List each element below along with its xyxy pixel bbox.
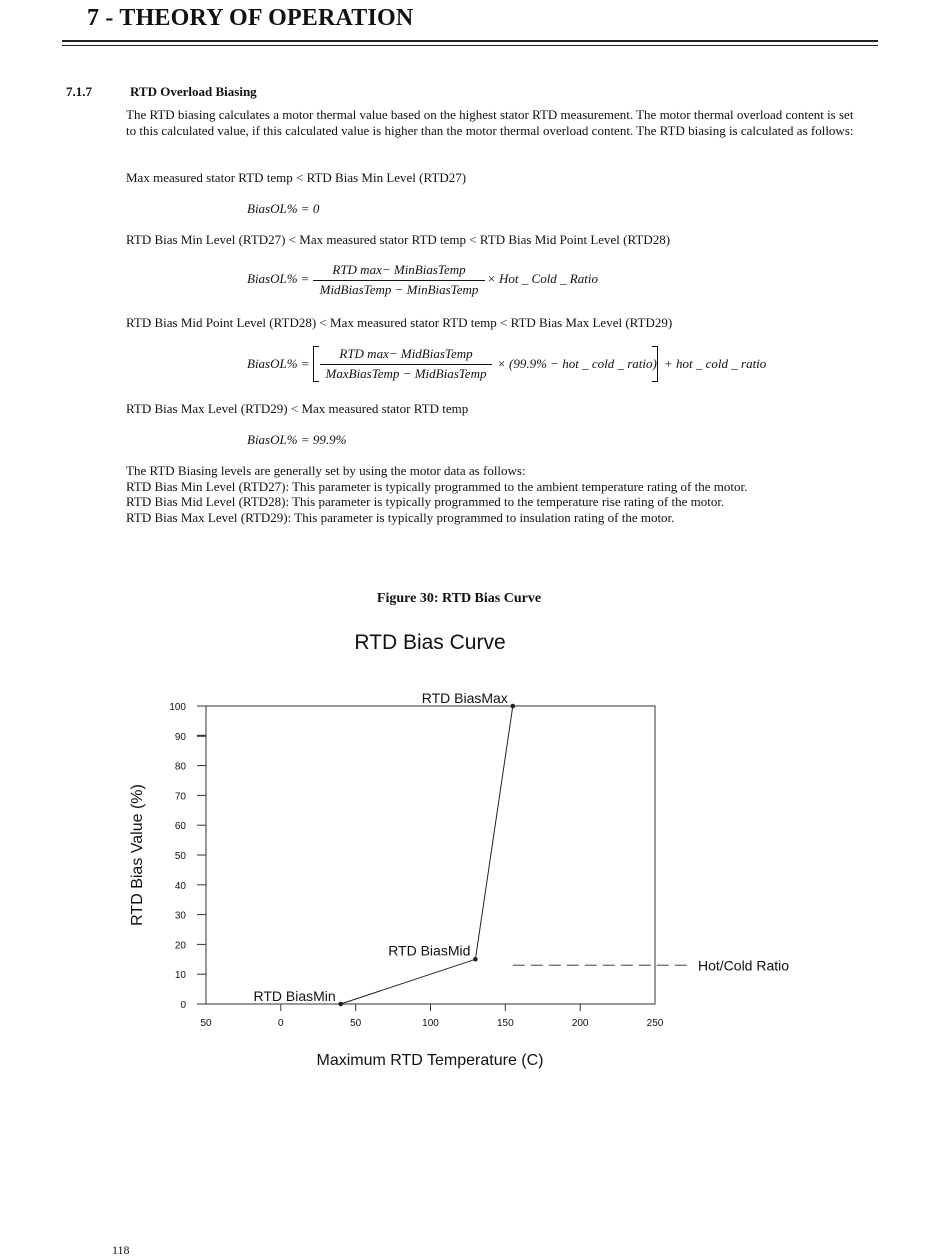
equation-3-middle: × (99.9% − hot _ cold _ ratio) bbox=[497, 356, 657, 371]
right-bracket bbox=[652, 346, 658, 382]
y-tick-label: 50 bbox=[174, 851, 186, 862]
y-axis-label: RTD Bias Value (%) bbox=[129, 784, 146, 926]
equation-2-numerator: RTD max− MinBiasTemp bbox=[313, 262, 485, 281]
y-tick-label: 10 bbox=[174, 970, 186, 982]
x-tick-label: 150 bbox=[496, 1018, 514, 1029]
point-label: RTD BiasMid bbox=[388, 942, 471, 959]
equation-2-lhs: BiasOL% = bbox=[247, 271, 310, 286]
y-tick-label: 0 bbox=[180, 1000, 186, 1011]
x-tick-label: 50 bbox=[200, 1018, 212, 1029]
note-line: The RTD Biasing levels are generally set by using the motor data as follows: bbox=[126, 463, 526, 478]
data-point bbox=[473, 957, 478, 962]
intro-paragraph: The RTD biasing calculates a motor thermal value based on the highest stator RTD measurement. The motor thermal overload content is set to this calculated value, if this calculated value is higher than the motor thermal overload content. The RTD biasing is calculated as follows: bbox=[126, 107, 854, 138]
section-title: RTD Overload Biasing bbox=[130, 84, 257, 99]
equation-3-numerator: RTD max− MidBiasTemp bbox=[320, 346, 492, 365]
note-line: RTD Bias Mid Level (RTD28): This parameter is typically programmed to the temperature rise rating of the motor. bbox=[126, 494, 725, 509]
data-point bbox=[338, 1002, 343, 1007]
rtd-bias-chart bbox=[0, 620, 950, 1090]
x-tick-label: 100 bbox=[422, 1018, 439, 1029]
y-tick-label: 30 bbox=[174, 910, 186, 922]
page-number: 118 bbox=[112, 1243, 130, 1257]
chart-title: RTD Bias Curve bbox=[354, 631, 506, 654]
condition-2: RTD Bias Min Level (RTD27) < Max measured stator RTD temp < RTD Bias Mid Point Level (RTD28) bbox=[126, 232, 671, 247]
equation-2-rhs: × Hot _ Cold _ Ratio bbox=[487, 271, 598, 286]
equation-4: BiasOL% = 99.9% bbox=[247, 432, 347, 447]
y-tick-label: 60 bbox=[174, 821, 186, 833]
point-label: RTD BiasMax bbox=[421, 690, 508, 706]
condition-1: Max measured stator RTD temp < RTD Bias Min Level (RTD27) bbox=[126, 170, 467, 185]
y-tick-label: 20 bbox=[174, 940, 186, 952]
bias-curve-line bbox=[341, 706, 513, 1004]
equation-2-denominator: MidBiasTemp − MinBiasTemp bbox=[319, 282, 479, 297]
equation-3-rhs: + hot _ cold _ ratio bbox=[664, 356, 767, 371]
equation-1: BiasOL% = 0 bbox=[247, 201, 320, 216]
x-axis-label: Maximum RTD Temperature (C) bbox=[316, 1052, 544, 1069]
note-line: RTD Bias Min Level (RTD27): This parameter is typically programmed to the ambient temperature rating of the motor. bbox=[126, 478, 748, 494]
equation-2-fraction bbox=[313, 262, 485, 298]
x-tick-label: 0 bbox=[278, 1018, 284, 1029]
y-tick-label: 80 bbox=[174, 761, 186, 773]
y-tick-label: 70 bbox=[174, 791, 186, 803]
y-tick-label: 100 bbox=[169, 702, 186, 713]
notes-block bbox=[126, 463, 747, 525]
x-tick-label: 50 bbox=[350, 1018, 362, 1029]
left-bracket bbox=[313, 346, 319, 382]
hot-cold-ratio-label: Hot/Cold Ratio bbox=[698, 957, 790, 974]
equation-3-lhs: BiasOL% = bbox=[247, 356, 310, 371]
equation-3-denominator: MaxBiasTemp − MidBiasTemp bbox=[325, 366, 487, 381]
note-line: RTD Bias Max Level (RTD29): This parameter is typically programmed to insulation rating of the motor. bbox=[126, 509, 675, 525]
condition-4: RTD Bias Max Level (RTD29) < Max measured stator RTD temp bbox=[126, 401, 469, 416]
chapter-title: 7 - THEORY OF OPERATION bbox=[87, 5, 414, 31]
y-tick-label: 90 bbox=[174, 731, 186, 743]
x-tick-label: 200 bbox=[571, 1018, 589, 1029]
condition-3: RTD Bias Mid Point Level (RTD28) < Max measured stator RTD temp < RTD Bias Max Level (RTD29) bbox=[126, 315, 673, 330]
equation-3-fraction bbox=[320, 346, 492, 382]
x-tick-label: 250 bbox=[646, 1018, 664, 1029]
header-rule-thin bbox=[62, 45, 878, 46]
point-label: RTD BiasMin bbox=[253, 988, 336, 1004]
header-rule bbox=[62, 40, 878, 42]
y-tick-label: 40 bbox=[174, 880, 186, 892]
data-point bbox=[511, 704, 516, 709]
plot-frame bbox=[206, 706, 655, 1004]
figure-caption: Figure 30: RTD Bias Curve bbox=[376, 591, 542, 606]
section-number: 7.1.7 bbox=[66, 84, 92, 99]
